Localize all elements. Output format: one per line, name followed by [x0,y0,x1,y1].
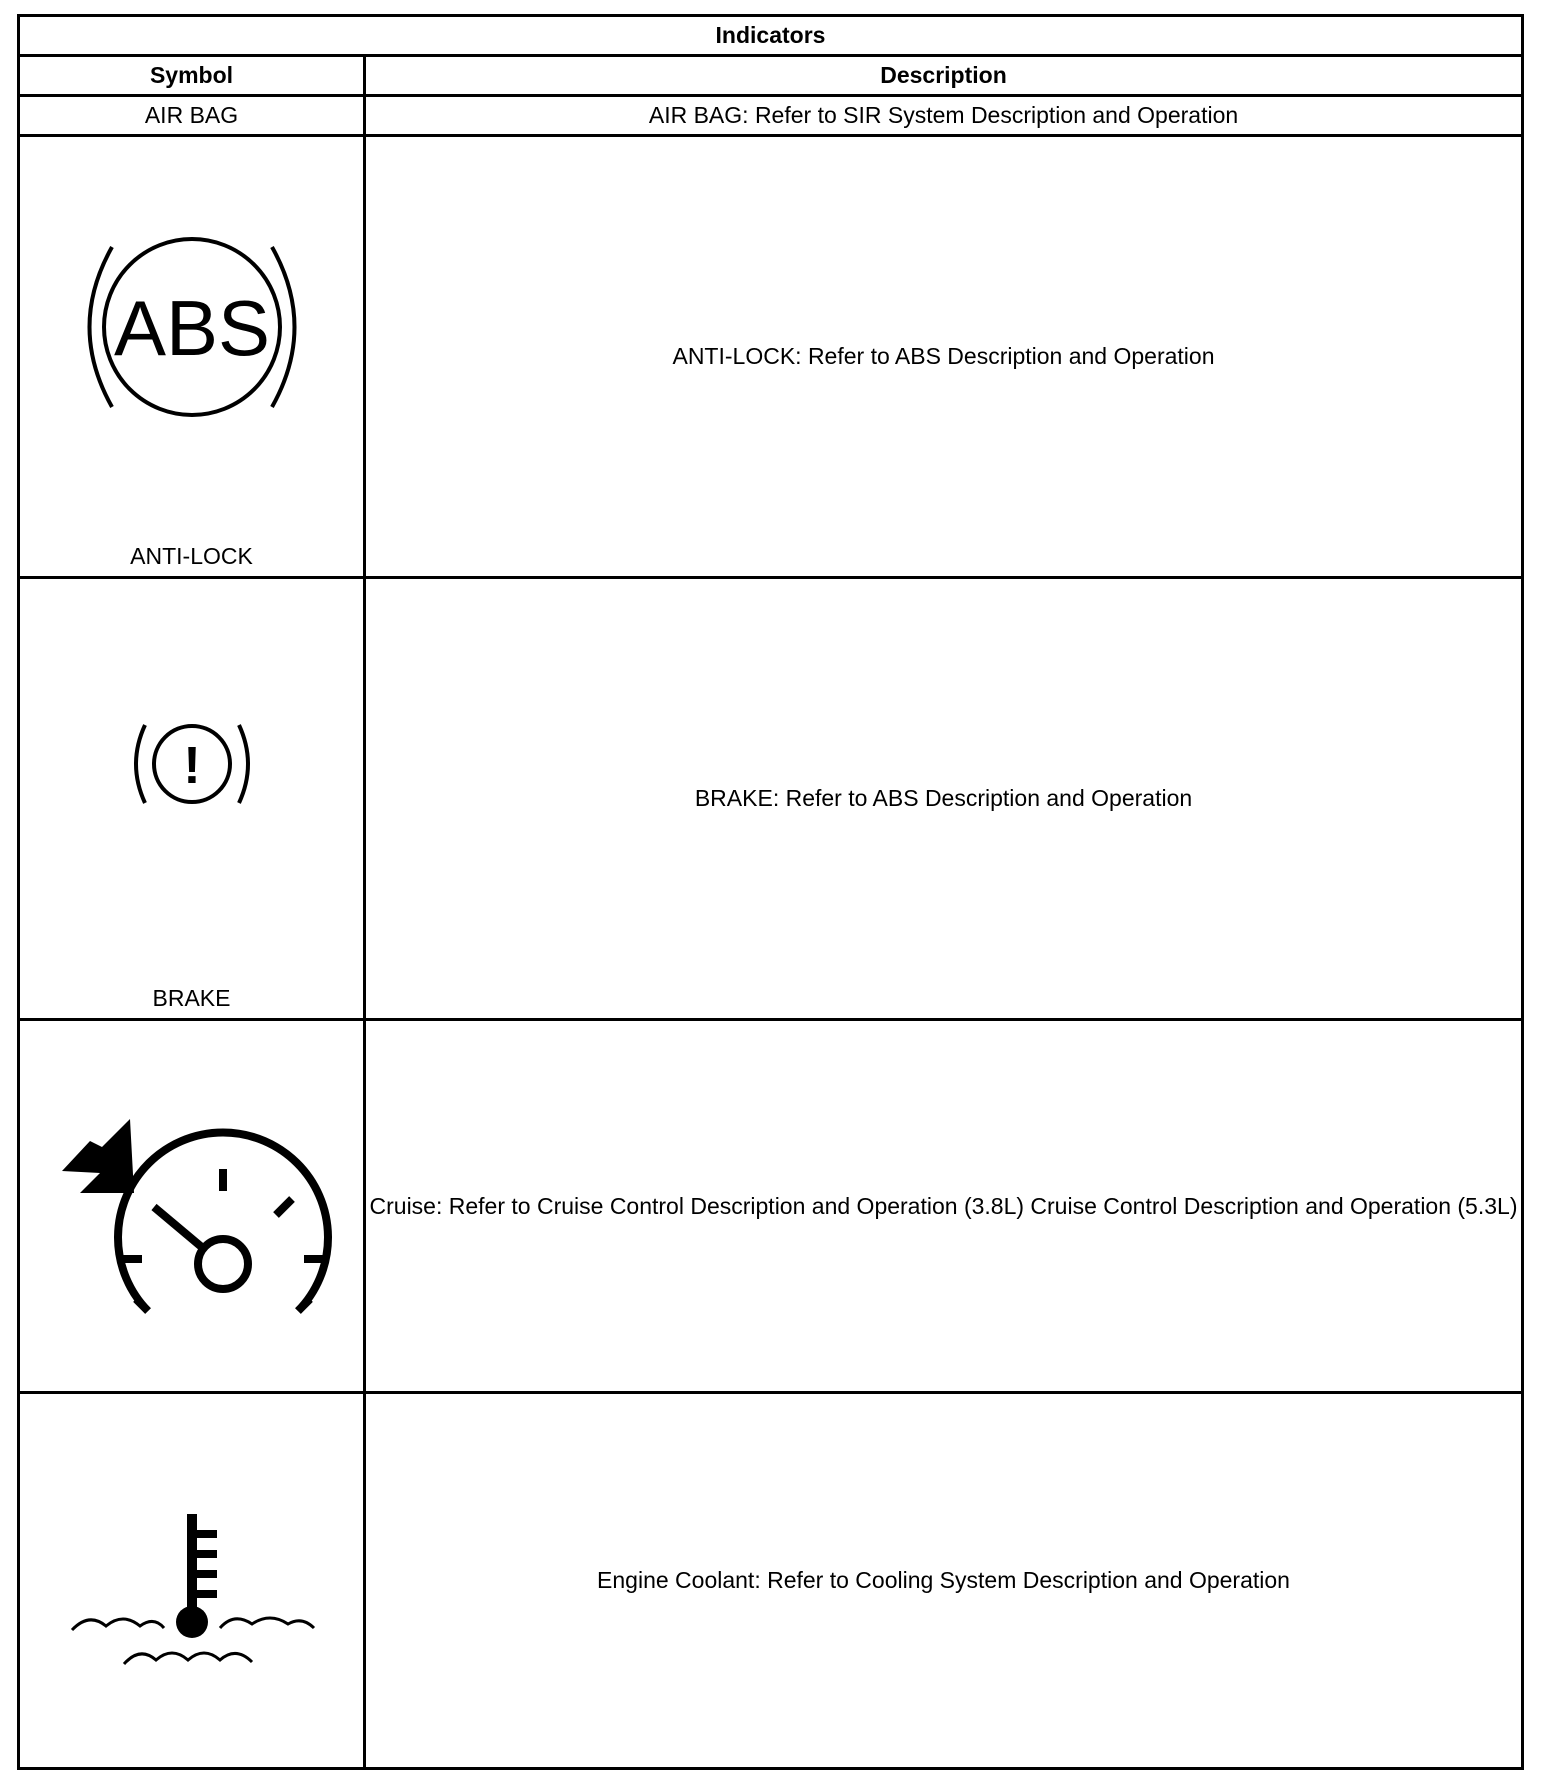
brake-description: BRAKE: Refer to ABS Description and Operation [365,578,1523,1020]
brake-symbol-cell [19,578,365,1020]
anti-lock-description: ANTI-LOCK: Refer to ABS Description and Operation [365,136,1523,578]
brake-symbol-label: BRAKE [152,985,231,1011]
table-row [19,1020,1523,1393]
airbag-symbol-label: AIR BAG [19,96,365,136]
cruise-control-icon [42,1081,342,1321]
cruise-description: Cruise: Refer to Cruise Control Description and Operation (3.8L) Cruise Control Description and Operation (5.3L) [365,1020,1523,1393]
cruise-symbol-cell [19,1020,365,1393]
indicators-table [17,14,1524,1770]
engine-coolant-icon [52,1512,332,1672]
abs-icon-text: ABS [113,284,270,372]
abs-warning-icon [72,237,312,417]
table-row [19,1393,1523,1769]
symbol-column-header: Symbol [19,56,365,96]
coolant-description: Engine Coolant: Refer to Cooling System Description and Operation [365,1393,1523,1769]
table-row [19,136,1523,578]
abs-symbol-cell [19,136,365,578]
table-row [19,96,1523,136]
description-column-header: Description [365,56,1523,96]
anti-lock-symbol-label: ANTI-LOCK [130,543,253,569]
airbag-description: AIR BAG: Refer to SIR System Description and Operation [365,96,1523,136]
brake-icon-text: ! [182,737,201,795]
table-title: Indicators [19,16,1523,56]
coolant-symbol-cell [19,1393,365,1769]
table-row [19,578,1523,1020]
brake-warning-icon [127,719,257,809]
